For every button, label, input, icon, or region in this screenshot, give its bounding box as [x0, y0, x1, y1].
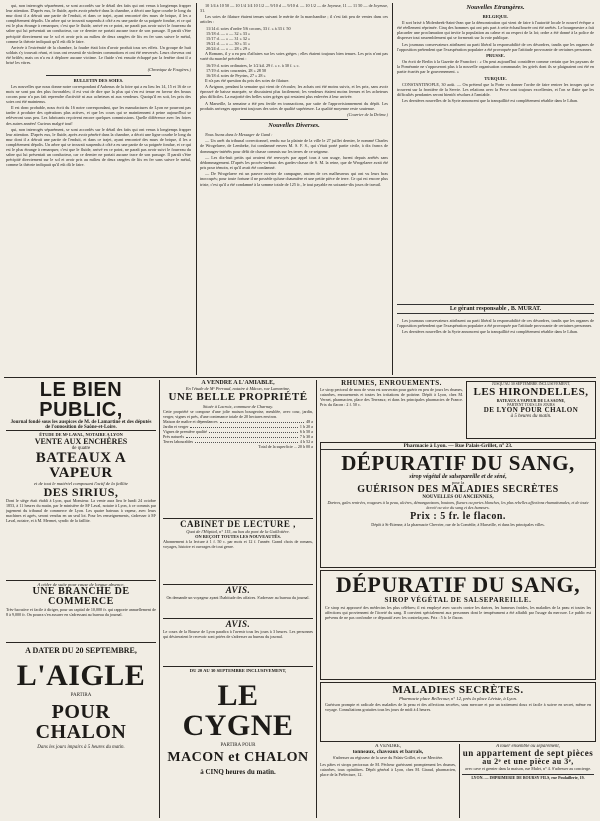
ad-hirondelles — [466, 381, 596, 439]
divider — [163, 518, 313, 519]
article-paragraph: On écrit de Berlin à la Gazette de Francfort : « On peut aujourd'hui considérer comme certain que les paysans de la Poméranie ne s'opposeront plus à la nouvelle organisation communale; les griefs dont ils se plaignaient ont été en partie écartés par le gouvernement. » — [397, 59, 594, 75]
ad-title-big: L'AIGLE — [16, 659, 146, 692]
ad-title: tonneaux, chaveaux et barrals, — [352, 749, 424, 755]
ad-schedule: à CINQ heures du matin. — [200, 768, 276, 776]
ad-destination: DE LYON POUR CHALON — [483, 406, 579, 414]
ad-schedule: à 5 heures du matin. — [510, 414, 552, 419]
article-paragraph: — De Wrogelaere est un pauvre ouvrier de campagne, ancien de ces malheureux qui ont vu leurs bras inoccupés; pour toute fortune il ne possède qu'une chaumière et une petite pièce de terre. Ce qui est encore plus triste, c'est qu'il a été condamné à la somme totale de 125 fr., le tout payable en soixante-dix jours de travail. — [200, 171, 388, 187]
price-row: 11/14 d. soies d'ordre 5/6 cocons, 33 f. » à 33 f. 50 — [206, 25, 291, 31]
divider — [163, 666, 313, 667]
ad-body: Guérison prompte et radicale des maladies de la peau et des affections secrètes, sans mercure et par un traitement doux et facile à suivre en secret, même en voyage. Consultations gratuites tous les jours de midi à 4 heures. — [325, 702, 591, 712]
ad-title: un appartement de sept pièces — [462, 748, 594, 758]
property-table — [163, 419, 313, 444]
property-item: Vignes de première qualité — [163, 429, 207, 434]
property-area: 48 a — [306, 419, 313, 424]
column-middle — [200, 3, 388, 375]
ad-subtitle: Située à Lacroix, commune de Charnay. — [202, 404, 274, 409]
ad-header: Pharmacie à Lyon. — Rue Palais-Grillet, n° 23. — [321, 443, 595, 450]
ad-body: On demande un voyageur ayant l'habitude des affaires. S'adresser au bureau du journal. — [166, 595, 310, 600]
country-heading: PRUSSE. — [486, 53, 505, 59]
article-paragraph: Arrivée à l'extrémité de la chambre, la foudre était loin d'avoir produit tous ses effets. Un groupe de huit soldats s'y trouvait réuni, et tous ont ressenti de violentes commotions et ont été renversés. Leurs cheveux ont été brûlés; mais on n'a eu à déplorer aucune victime. Le fluide s'est ensuite échappé par la fenêtre dont il a brisé les vitres. — [6, 44, 191, 66]
ad-appartement — [462, 744, 594, 818]
column-right — [397, 3, 594, 303]
divider — [6, 580, 156, 581]
property-item: Prés naturels — [163, 434, 185, 439]
divider — [240, 119, 348, 120]
column-rule — [159, 380, 160, 818]
ad-tonneaux — [320, 744, 456, 818]
ad-title: VENTE AUX ENCHÈRES — [34, 437, 128, 446]
column-rule — [316, 380, 317, 818]
ad-destination: MACON et CHALON — [167, 750, 309, 765]
divider — [163, 584, 313, 585]
section-heading: Nouvelles Etrangères. — [466, 4, 525, 11]
price-row: 17/19 d. soies courantes, 28 » 28 50 — [206, 67, 267, 73]
price-row: 16/19 d. soies ordinaires, le 1/2 kil. 29 f. » c. à 30 f. » c. — [206, 62, 300, 68]
leader-dots — [209, 429, 298, 433]
ad-aigle — [6, 646, 156, 816]
leader-dots — [195, 439, 298, 443]
ad-body: Très-lucrative et facile à diriger, pour un capital de 10,000 fr. qui rapporte annuellement de 8 à 9,000 fr. On pourra s'en assurer en s'adressant au bureau du journal. — [6, 607, 156, 617]
ad-branche-commerce — [6, 582, 156, 640]
property-item: Maison de maître et dépendances — [163, 419, 218, 424]
ad-bien-public — [6, 380, 156, 428]
price-row: 16/18 d. soies de Peyrins, 27 » 28 » — [206, 72, 266, 78]
article-intro: Nous lisons dans le Messager de Gand : — [205, 132, 273, 138]
ad-header: A louer ensemble ou séparément, — [496, 744, 560, 749]
ad-propriete — [163, 380, 313, 516]
section-rule — [4, 377, 596, 378]
article-paragraph: A Avignon, pendant la semaine qui vient de s'écouler, les achats ont été moins suivis, et les prix, sans avoir éprouvé de baisse marquée, se discutaient plus facilement; les vendeurs étaient moins fermes et les acheteurs plus difficiles. La majorité des belles soies grèges qui restaient plus enlevées à leur arrivée. — [200, 84, 388, 100]
ad-title: AVIS. — [225, 586, 251, 595]
property-item: Jardin et verger — [163, 424, 189, 429]
ad-body: Le cours de la Bourse de Lyon paraîtra à l'avenir tous les jours à 3 heures. Les personnes qui désireraient le recevoir sont priées de s'adresser au bureau du journal. — [163, 629, 313, 639]
ad-subtitle: PARTIRA POUR — [220, 743, 256, 748]
article-paragraph: — Un arrêt du tribunal correctionnel, rendu sur la plainte de la ville le 27 juillet dernier, le nommé Charles de Wrogelaere, de Lembeke, fut condamné envers M. S. F. S., qui s'était porté partie civile, à dix francs de dommages-intérêts pour défit de chasse commis sur les terres de ce seigneur. — [200, 138, 388, 154]
ad-cabinet-lecture — [163, 520, 313, 582]
article-paragraph: CONSTANTINOPLE, 30 août. — On prétend que la Porte va donner l'ordre de faire rentrer les troupes qui se trouvent sur la frontière de la Servie. Les relations avec la Perse sont toujours excellentes, et l'on se flatte que les difficultés pendantes seront bientôt résolues à l'amiable. — [397, 81, 594, 97]
ad-title: UNE BRANCHE DE COMMERCE — [32, 586, 130, 607]
ad-destination: POUR CHALON — [35, 701, 127, 743]
ad-body: Dont le siège était établi à Lyon, quai Monsieur. La vente aura lieu le lundi 24 octobre 1853, à 11 heures du matin, par le ministère de Mᵉ Laval, notaire à Lyon, à ce commis par jugement du tribunal de commerce de Lyon. Les quatre bateaux à vapeur, avec leurs machines et agrès, seront vendus en un seul lot. Pour les renseignements, s'adresser à Mᵉ Laval, notaire, et à M. Mermet, syndic de la faillite. — [6, 498, 156, 523]
column-right-bottom — [397, 318, 594, 374]
property-item: Terres labourables — [163, 439, 194, 444]
article-paragraph: Les soies de filature étaient tenues suivant le mérite de la marchandise ; il s'est fait peu de ventes dans ces articles : — [200, 14, 388, 25]
ad-subtitle: de l'opposition de Saône-et-Loire. — [45, 425, 117, 428]
ad-cygne — [163, 668, 313, 816]
country-heading: TURQUIE. — [484, 75, 507, 81]
ad-title: LES HIRONDELLES, — [473, 386, 589, 398]
ad-depuratif-1 — [320, 442, 596, 568]
price-table — [200, 26, 388, 51]
ad-header: A VENDRE, — [374, 744, 402, 749]
price-row: 15/17 d. — » — 31 » 32 » — [206, 35, 251, 41]
section-heading: BULLETIN DES SOIES. — [73, 77, 124, 83]
article-paragraph: qui, non interrogés séparément, se sont accordés sur le détail des faits qui ont venus à longtemps frapper leur attention. D'après eux, le fluide, après avoir pénétré dans la chambre, a décrit une ligne courbe le long du mur dont il a détruit une partie de l'enduit, et dans ce trajet, ayant rencontré des murs de brique, il les a complètement dépolis. Un arbre qui se trouvait suspendu à côté a eu une partie de sa poignée fondue, et ce qui est le plus étrange à remarquer, c'est que le fluide, arrivé en ce point, ne paraît pas avoir suivi le fourreau du sabre qui lui présentait un conducteur, car ce dernier ne portait aucune trace de son passage. Il paraît s'être précipité directement sur le sol et avoir pris au milieu de deux rangées de lits en fer sans suivre le métal, comme la théorie indiquait qu'il eût dû le faire. — [6, 126, 191, 168]
ad-title: LE BIEN PUBLIC, — [39, 380, 123, 421]
ad-title: GUÉRISON DES MALADIES SECRÈTES — [357, 484, 559, 495]
article-paragraph: Il sort brisé à Molenbeek-Saint-Jean que la démonstration qui vient de faire à l'autorité locale le nouvel évêque a été réellement réprimée. Cinq des hommes qui ont pris part à cette échauffourée ont été arrêtés. Le bourgmestre a fait placarder une proclamation qui invite la population au calme et au respect de la loi; ordre a été donné à la police de disperser tout rassemblement qui se formerait sur la voie publique. — [397, 20, 594, 41]
ad-header: A céder de suite pour cause de longue absence, — [37, 582, 125, 587]
price-row: 19/21 d. — » — 30 » 31 » — [206, 41, 251, 47]
article-paragraph: — Les dix-huit petits qui avaient été renvoyés par appel tous à son usage, furent depuis arrêtés sans dédommagement. D'après les procès-verbaux des gardes-chasse de S. M. la reine, que de Wrogelaere avait été pris pour témoin, et qu'il avait été condamné. — [200, 154, 388, 171]
ad-avis-voyageur — [163, 586, 313, 616]
ad-title: UNE BELLE PROPRIÉTÉ — [168, 391, 308, 403]
column-left — [6, 3, 191, 375]
article-paragraph: Les nouvelles que nous donne notre correspondant d'Aubenas de la foire qui a eu lieu les 14, 15 et 16 de ce mois ne sont pas des plus favorables; il est vrai de dire que la plus qui s'en est tenue en faveur des beaux cocons pour n'a pas fait reprendre d'activité ni aux acheteurs ni aux vendeurs. Quoiqu'il en soit, les prix des soies ont été maintenus. — [6, 83, 191, 104]
ad-subtitle: NOUVELLES OU ANCIENNES, — [422, 495, 494, 500]
ad-header: JUSQU'AU 30 SEPTEMBRE INCLUSIVEMENT, — [491, 382, 571, 386]
article-paragraph: qui, non interrogés séparément, se sont accordés sur le détail des faits qui ont venus à longtemps frapper leur attention. D'après eux, le fluide, après avoir pénétré dans la chambre, a décrit une ligne courbe le long du mur dont il a détruit une partie de l'enduit, et dans ce trajet, ayant rencontré des murs de brique, il les a complètement dépolis. Un arbre qui se trouvait suspendu à côté a eu une partie de sa poignée fondue, et ce qui est le plus étrange à remarquer, c'est que le fluide, arrivé en ce point, ne paraît pas avoir suivi le fourreau du sabre qui lui présentait un conducteur, car ce dernier ne portait aucune trace de son passage. Il paraît s'être précipité directement sur le sol et avoir pris au milieu de deux rangées de lits en fer sans suivre le métal, comme la théorie indiquait qu'il eût dû le faire. — [6, 3, 191, 44]
ad-body: Cette propriété se compose d'une jolie maison bourgeoise, meublée, avec cour, jardin, verger, vignes et prés, d'une contenance totale de 20 hectares environ. — [163, 409, 313, 419]
article-source: (Courrier de la Drôme.) — [347, 112, 388, 117]
ad-header: ÉTUDE DE Mᵉ LAVAL, NOTAIRE A LYON — [39, 432, 123, 437]
price-table — [200, 63, 388, 78]
ad-subtitle: pour la — [451, 480, 465, 485]
column-rule — [459, 744, 460, 818]
ad-subtitle: Pharmacie place Bellecour, n° 12, près la place Léviste, à Lyon. — [398, 696, 518, 701]
imprint: LYON. — IMPRIMERIE DE BOURSY FILS, rue Poulaillerie, 19. — [462, 774, 594, 780]
property-area: 4 h 52 a — [299, 439, 313, 444]
ad-title: AVIS. — [225, 620, 251, 629]
leader-dots — [220, 419, 305, 423]
article-paragraph: Les dernières nouvelles de la Syrie annoncent que la tranquillité est complètement rétablie dans le Liban. — [402, 329, 579, 335]
ad-subtitle: Journal fondé sous les auspices de M. de Lamartine et des députés — [10, 420, 152, 425]
ad-body: Le sirop pectoral de mou de veau est souverain pour guérir en peu de jours les rhumes, catarrhes, enrouements et toutes les irritations de poitrine. Dépôt à Lyon, chez M. Vernet, pharmacien, place des Terreaux; et dans les principales pharmacies de France. Prix du flacon : 2 f. 50 c. — [320, 387, 463, 407]
article-paragraph: A Marseille, la semaine a été peu fertile en transactions, par suite de l'approvisionnement du dépôt. Les produits arrivages apportent toujours des soies de qualité supérieure. La qualité moyenne reste soutenue. — [200, 100, 388, 111]
ad-header: DU 20 AU 30 SEPTEMBRE INCLUSIVEMENT, — [189, 668, 287, 673]
ad-title-big: DÉPURATIF DU SANG, — [335, 572, 581, 597]
ad-header: A VENDRE A L'AMIABLE, — [201, 380, 275, 386]
article-paragraph: Les dernières nouvelles de la Syrie annoncent que la tranquillité est complètement rétablie dans le Liban. — [402, 98, 579, 104]
leader-dots — [190, 424, 298, 428]
ad-body: avec cave et grenier dans la maison, rue Mulet, n° 4. S'adresser au concierge. — [464, 766, 592, 771]
article-paragraph: Les journaux conservateurs attribuent au parti libéral la responsabilité de ces désordres, tandis que les organes de l'opposition prétendent que l'exaspération populaire a été provoquée par l'attitude provocante de certaines personnes. — [397, 318, 594, 329]
ad-price: Prix : 5 fr. le flacon. — [410, 511, 506, 522]
ad-title-big: LE CYGNE — [182, 679, 294, 742]
article-source: (Chronique de Fougères.) — [147, 66, 191, 72]
ad-subtitle: SIROP VÉGÉTAL DE SALSEPAREILLE. — [384, 596, 532, 604]
column-rule — [392, 3, 393, 375]
ad-rhumes — [320, 380, 463, 438]
property-total: Total de la superficie ... 20 h 00 a — [258, 444, 313, 449]
ad-body: Ce sirop est approuvé des médecins les plus célèbres; il est employé avec succès contre les dartres, les humeurs froides, les maladies de la peau et toutes les affections qui proviennent de l'âcreté du sang. Il convient spécialement aux personnes dont le tempérament a été affaibli par l'usage du mercure. Le public est prévenu de ne pas confondre ce dépuratif avec les contrefaçons. Prix : 5 fr. le flacon. — [325, 605, 591, 620]
ad-title: CABINET DE LECTURE , — [180, 520, 296, 529]
divider — [6, 430, 156, 431]
ad-footer: Dépôt à St-Etienne, à la pharmacie Chevrier, rue de la Comédie, à Marseille, et dans les principales villes. — [371, 522, 545, 527]
ad-title: RHUMES, ENROUEMENTS. — [341, 380, 442, 387]
article-paragraph: A Romans, il y a eu peu d'affaires sur les soies grèges ; elles étaient toujours bien tenues. Les prix n'ont pas varié du marché précédent : — [200, 51, 388, 62]
ad-subtitle: et de tout le matériel composant l'actif de la faillite — [34, 481, 128, 486]
article-paragraph: Il est donc probable, nous écrit du 16 notre correspondant, que les manufactures de Lyon ne pourront pas tarder à produire des opérations plus actives, et que les cours qui se maintiennent à peine aujourd'hui se relèveront sous peu. Les fabricants reçoivent encore quelques commissions. Quelle différence avec les foires des autres années! Curieux malgré tout! — [6, 105, 191, 126]
gerant-signature: Le gérant responsable , B. MURAT. — [397, 304, 594, 314]
property-area: 6 h 50 a — [299, 429, 313, 434]
article-paragraph: Il n'a pas été question du prix des soies de filature. — [205, 77, 290, 83]
ad-body: Abonnement à la lecture à 1 f. 50 c. par mois et 12 f. l'année. Grand choix de romans, voyages, histoire et ouvrages de tout genre. — [163, 539, 313, 549]
ad-avis-bourse — [163, 620, 313, 664]
ad-body: Dartres, gales rentrées, rougeurs à la peau, ulcères, démangeaisons, boutons, flueurs ou pertes blanches, les plus rebelles affections rhumatismales, et de toute âcreté ou vice du sang et des humeurs. — [327, 500, 589, 510]
ad-title-big: BATEAUX A VAPEUR — [35, 450, 127, 481]
ad-depuratif-2 — [320, 570, 596, 680]
ad-subtitle: En l'étude de Mᵉ Perraud, notaire à Mâcon, rue Lamartine, — [185, 386, 291, 391]
ad-header: A DATER DU 20 SEPTEMBRE, — [25, 646, 137, 655]
price-row: 15/18 d. — » — 32 » 33 » — [206, 30, 251, 36]
leader-dots — [186, 434, 298, 438]
ad-subtitle: sirop végétal de salsepareille et de séné, — [409, 474, 507, 480]
property-area: 7 h 30 a — [299, 434, 313, 439]
ad-vente-bateaux — [6, 432, 156, 578]
ad-body: Les pâtes et sirops pectoraux de M. Pécheur guérissent promptement les rhumes, catarrhes, toux opiniâtres. Dépôt général à Lyon, chez M. Giraud, pharmacien, place de la Préfecture, 12. — [320, 762, 456, 777]
ad-subtitle: PARTENT TOUS LES JOURS — [507, 403, 555, 407]
ad-subtitle: Quai de l'Hôpital, n° 115, au bas du pont de la Guillotière. — [186, 529, 290, 534]
price-row: 20/24 d. — » — 28 » 29 » — [206, 46, 251, 52]
ad-schedule: Dans les jours impairs à 5 heures du matin. — [37, 745, 125, 750]
country-heading: BELGIQUE. — [482, 14, 509, 19]
ad-title: au 2ᵉ et une pièce au 3ᵉ, — [482, 757, 574, 766]
article-paragraph: Les journaux conservateurs attribuent au parti libéral la responsabilité de ces désordres, tandis que les organes de l'opposition prétendent que l'exaspération populaire a été provoquée par l'attitude provocante de certaines personnes. — [397, 41, 594, 52]
divider — [163, 618, 313, 619]
column-rule — [196, 3, 197, 375]
ad-subtitle: ON REÇOIT TOUTES LES NOUVEAUTÉS. — [195, 534, 281, 539]
ad-title: MALADIES SECRÈTES. — [392, 684, 524, 696]
divider — [46, 75, 151, 76]
ad-body: S'adresser au régisseur de la cave du Palais-Grillet, et rue Mercière. — [332, 755, 444, 760]
property-area: 1 h 20 a — [299, 424, 313, 429]
divider — [6, 642, 156, 643]
ad-subtitle: PARTIRA — [70, 693, 92, 698]
ad-name: DES SIRIUS, — [43, 485, 119, 499]
ad-subtitle: BATEAUX A VAPEUR DE LA SAONE, — [496, 398, 566, 403]
ad-subtitle: de quatre — [71, 446, 91, 451]
ad-title-big: DÉPURATIF DU SANG, — [341, 451, 575, 475]
ad-maladies-secretes — [320, 682, 596, 742]
section-heading: Nouvelles Diverses. — [268, 122, 320, 130]
article-paragraph: 10 1/4 à 10 50 — 10 1/4 1/4 10 1/2 — 9/10 d — 9/10 d. — 10 1/2 — de Joyeuse, 11 — 11 50 — de Joyeuse, 31. — [200, 3, 388, 14]
